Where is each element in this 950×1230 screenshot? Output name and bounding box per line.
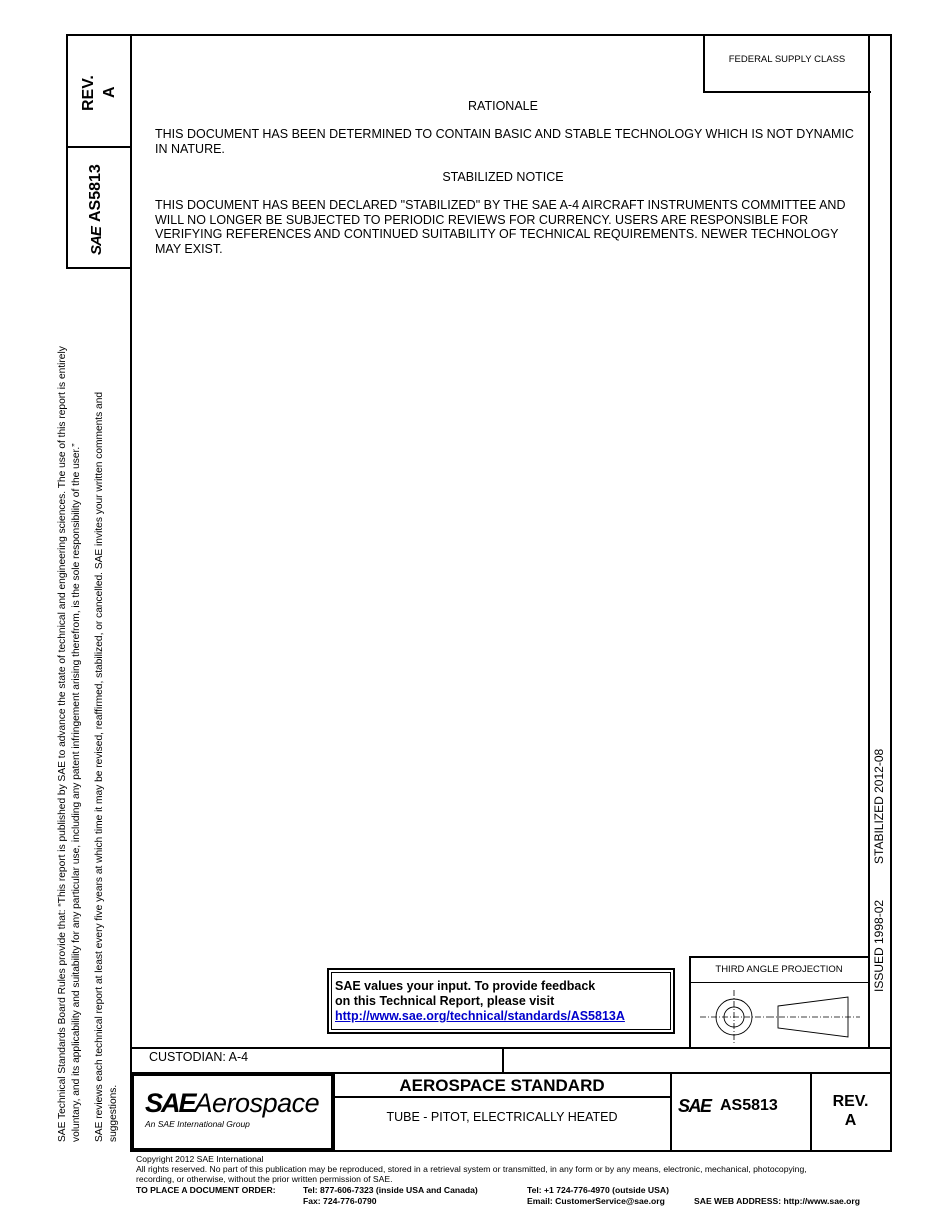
footer-rights: All rights reserved. No part of this publication may be reproduced, stored in a retrieval system or transmitted, in any form or by any means, electronic, mechanical, photocopying, xyxy=(136,1164,807,1174)
docnum-cell-left-border xyxy=(670,1072,672,1152)
footer-order-label: TO PLACE A DOCUMENT ORDER: xyxy=(136,1185,276,1195)
side-notice-line-1: SAE Technical Standards Board Rules provide that: “This report is published by SAE to advance the state of technical and engineering sciences. The use of this report is entirely xyxy=(57,346,68,1142)
federal-supply-class-label: FEDERAL SUPPLY CLASS xyxy=(728,54,846,65)
left-sae-logo: SAE xyxy=(88,227,105,255)
title-block-doc-number: AS5813 xyxy=(720,1097,778,1114)
projection-label: THIRD ANGLE PROJECTION xyxy=(715,964,843,975)
left-block-divider xyxy=(66,146,131,148)
frame-right-border xyxy=(890,34,892,1152)
footer-tel-usa: Tel: 877-606-7323 (inside USA and Canada) xyxy=(303,1185,478,1195)
rationale-text: THIS DOCUMENT HAS BEEN DETERMINED TO CONTAIN BASIC AND STABLE TECHNOLOGY WHICH IS NOT DYNAMIC IN NATURE. xyxy=(155,127,854,156)
footer-tel-outside: Tel: +1 724-776-4970 (outside USA) xyxy=(527,1185,669,1195)
right-strip-border xyxy=(868,34,870,1048)
footer-web-address[interactable]: SAE WEB ADDRESS: http://www.sae.org xyxy=(694,1196,860,1206)
rationale-heading: RATIONALE xyxy=(468,99,538,113)
frame-left-border xyxy=(130,34,132,1152)
side-notice-line-2: voluntary, and its applicability and suitability for any particular use, including any patent infringement arising therefrom, is the sole responsibility of the user.” xyxy=(71,443,82,1142)
custodian-divider xyxy=(502,1047,504,1073)
left-block-bottom-border xyxy=(66,267,131,269)
side-notice-line-3: SAE reviews each technical report at least every five years at which time it may be revised, reaffirmed, stabilized, or cancelled. SAE invites your written comments and xyxy=(94,391,105,1142)
side-notice-line-4: suggestions. xyxy=(108,1084,119,1142)
logo-sae: SAE xyxy=(145,1088,195,1118)
title-block-bottom-border xyxy=(130,1150,892,1152)
footer-email[interactable]: Email: CustomerService@sae.org xyxy=(527,1196,665,1206)
sae-aerospace-logo xyxy=(145,1088,319,1119)
title-block-rev-value: A xyxy=(844,1112,857,1129)
left-doc-number: AS5813 xyxy=(87,164,104,222)
projection-top-border xyxy=(689,956,870,958)
projection-divider xyxy=(689,982,870,983)
footer-rights-2: recording, or otherwise, without the prior written permission of SAE. xyxy=(136,1174,393,1184)
stabilized-date: STABILIZED 2012-08 xyxy=(872,748,886,864)
stabilized-heading: STABILIZED NOTICE xyxy=(442,170,564,184)
feedback-link[interactable]: http://www.sae.org/technical/standards/AS5813A xyxy=(335,1009,625,1023)
logo-aerospace: Aerospace xyxy=(194,1088,320,1118)
title-block-sae-mark: SAE xyxy=(678,1096,711,1116)
logo-tagline: An SAE International Group xyxy=(145,1119,250,1129)
custodian-top-border xyxy=(130,1047,892,1049)
issued-date: ISSUED 1998-02 xyxy=(872,899,886,992)
standard-type: AEROSPACE STANDARD xyxy=(399,1076,605,1095)
left-rev-value: A xyxy=(101,86,118,98)
left-rev-label: REV. xyxy=(80,75,97,111)
feedback-line-2: on this Technical Report, please visit xyxy=(335,994,555,1008)
footer-fax: Fax: 724-776-0790 xyxy=(303,1196,377,1206)
fsc-bottom-border xyxy=(703,91,871,93)
feedback-line-1: SAE values your input. To provide feedback xyxy=(335,979,596,993)
title-cell-divider xyxy=(333,1096,670,1098)
footer-copyright: Copyright 2012 SAE International xyxy=(136,1154,264,1164)
stabilized-text: THIS DOCUMENT HAS BEEN DECLARED "STABILIZED" BY THE SAE A-4 AIRCRAFT INSTRUMENTS COMMITTEE AND WILL NO LONGER BE SUBJECTED TO PERIODIC REVIEWS FOR CURRENCY. USERS ARE RESPONSIBLE FOR VERIFYING REFERENCES AND CONTINUED SUITABILITY OF TECHNICAL REQUIREMENTS. NEWER TECHNOLOGY MAY EXIST. xyxy=(155,198,846,256)
document-title: TUBE - PITOT, ELECTRICALLY HEATED xyxy=(386,1110,618,1124)
title-block-rev-label: REV. xyxy=(832,1093,869,1110)
third-angle-projection-symbol-icon xyxy=(694,986,866,1046)
frame-top-border xyxy=(66,34,892,36)
left-block-left-border xyxy=(66,34,68,268)
custodian-label: CUSTODIAN: A-4 xyxy=(149,1050,249,1064)
